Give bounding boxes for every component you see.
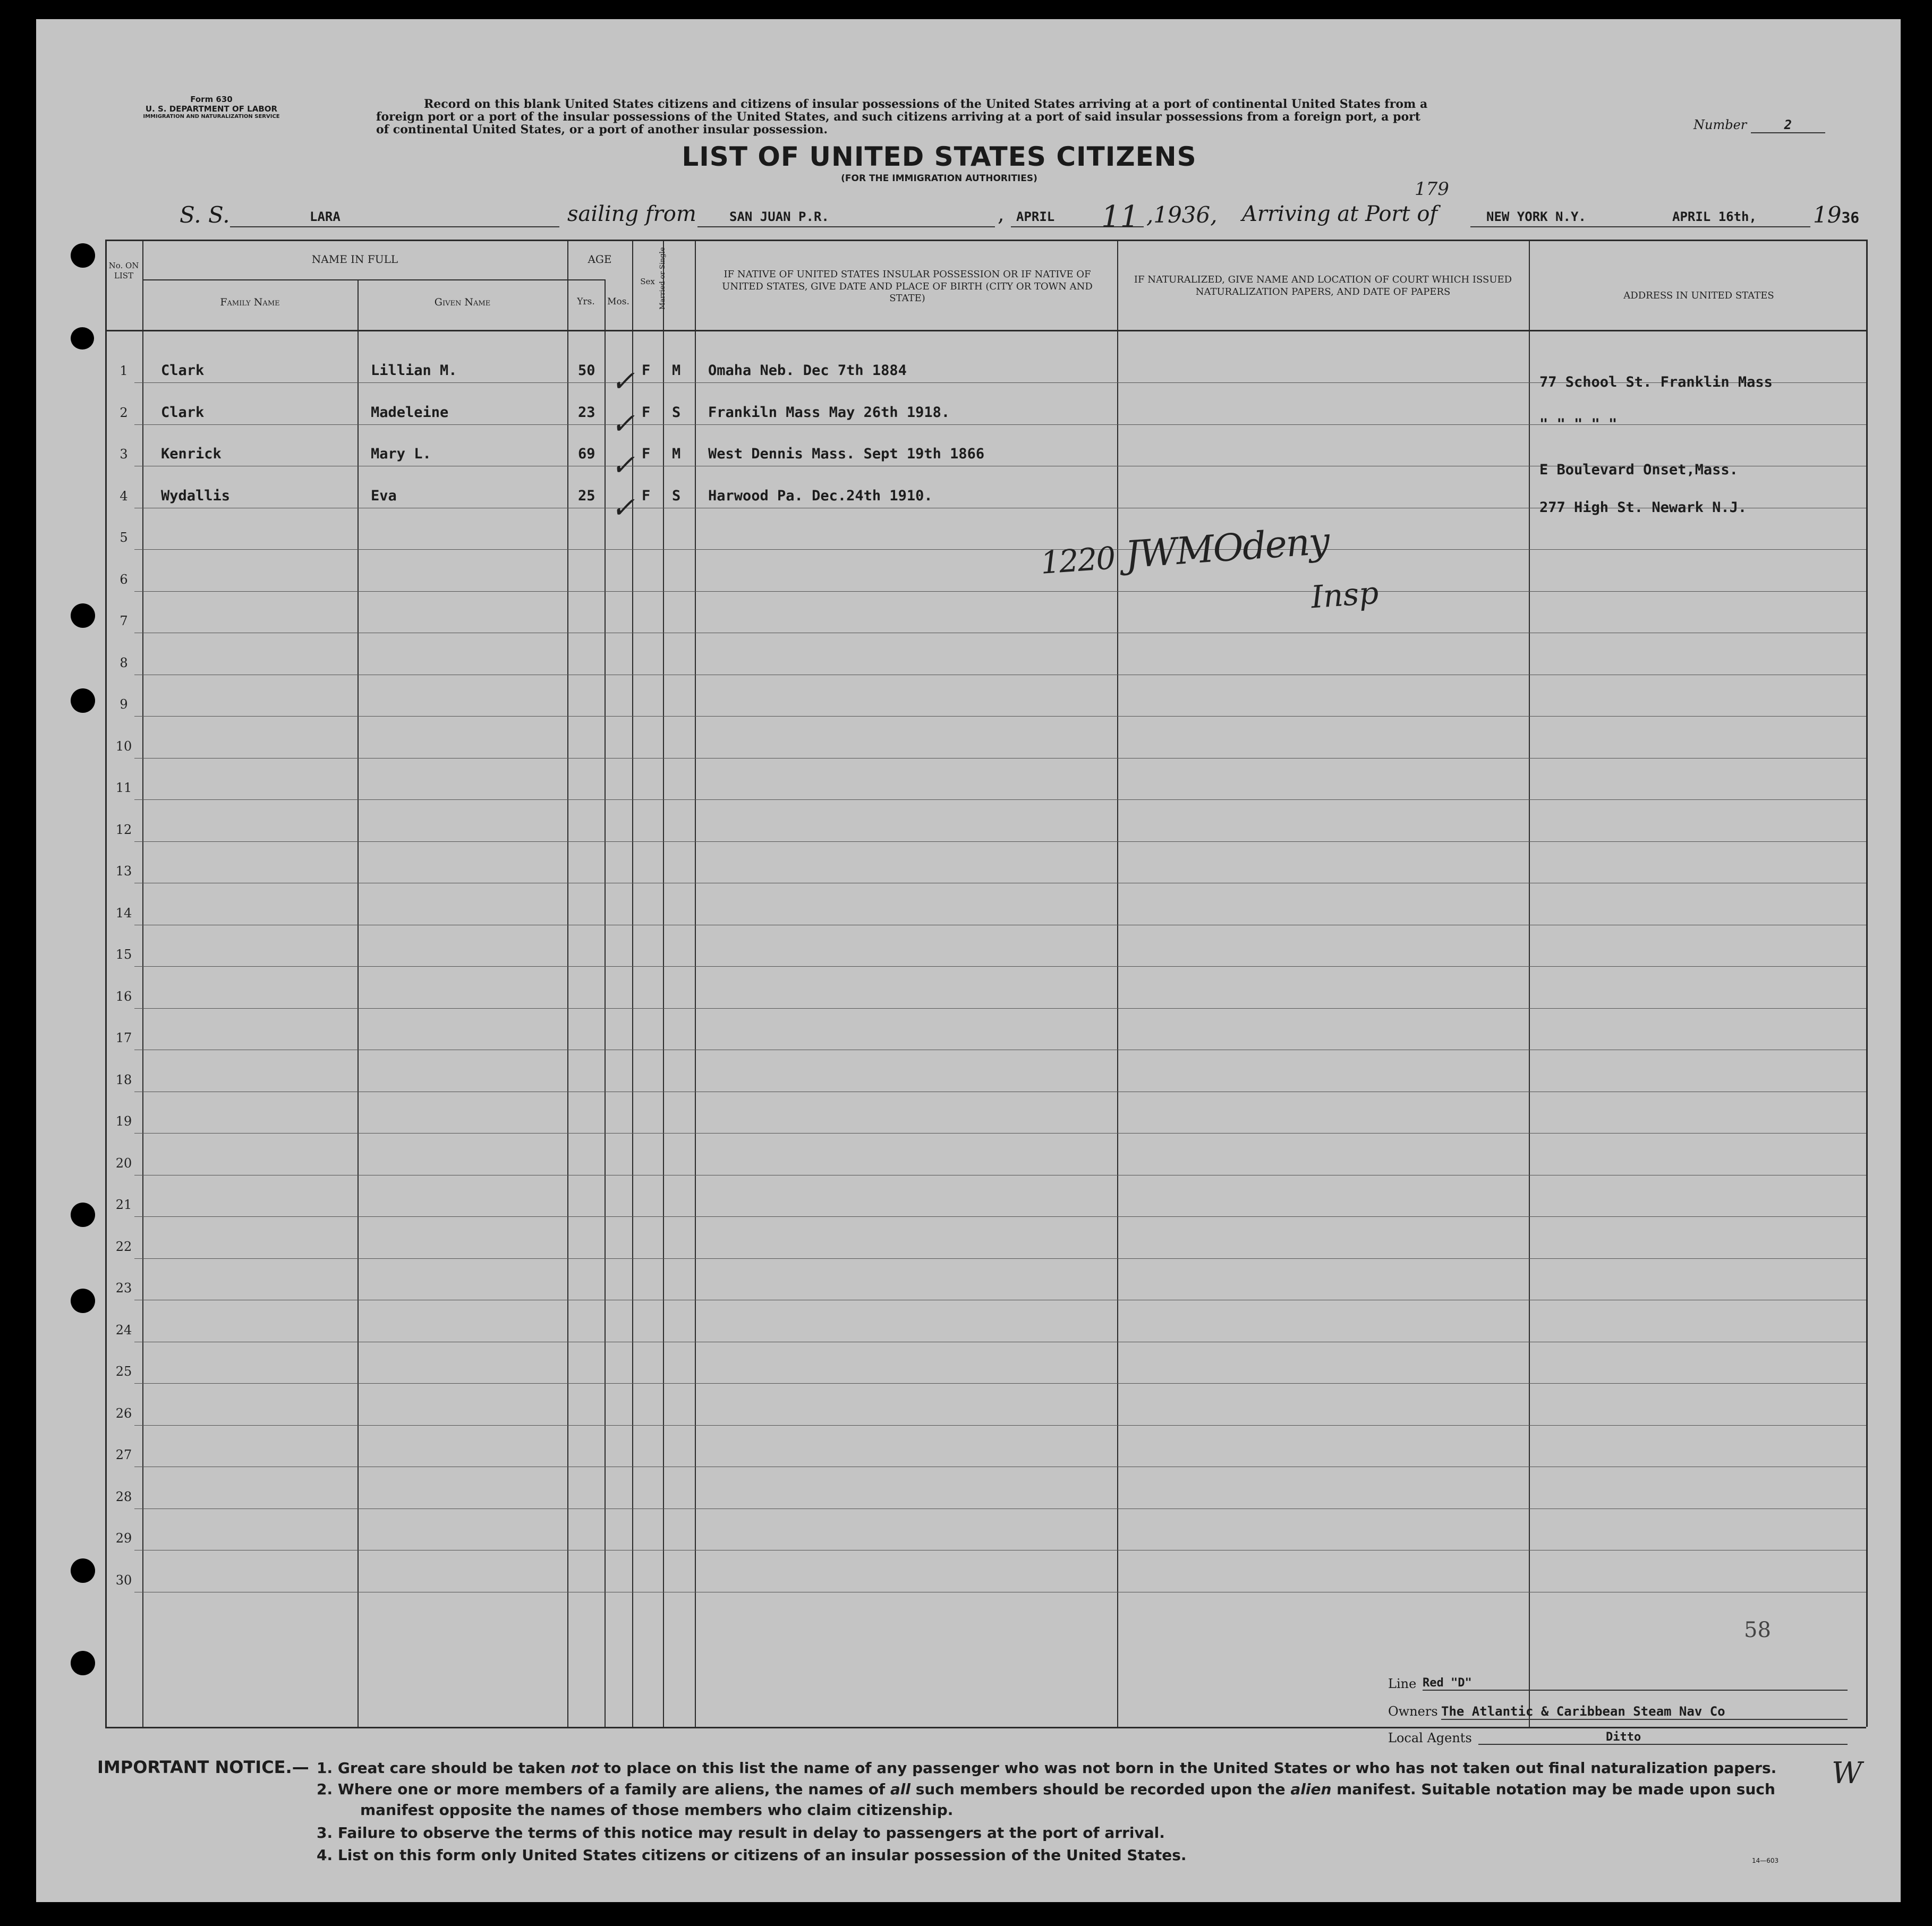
depart-month: APRIL xyxy=(1016,209,1055,224)
header-mos: Mos. xyxy=(607,296,629,307)
print-code: 14—603 xyxy=(1752,1857,1779,1864)
line-field xyxy=(1388,1676,1866,1691)
row-number: 1 xyxy=(120,363,128,378)
marital-status-cell: S xyxy=(672,404,681,421)
punch-hole xyxy=(71,603,95,628)
notice-item-4: 4. List on this form only United States citizens or citizens of an insular possession of the United States. xyxy=(317,1846,1187,1864)
row-number: 29 xyxy=(115,1531,132,1546)
number-label: Number xyxy=(1693,117,1747,132)
check-mark: ✓ xyxy=(611,407,635,440)
age-years-cell: 25 xyxy=(578,487,595,504)
row-rule xyxy=(134,1383,1866,1384)
notice-heading: IMPORTANT NOTICE.— xyxy=(97,1757,309,1777)
family-name-cell: Kenrick xyxy=(161,446,222,462)
line-value: Red "D" xyxy=(1423,1676,1848,1691)
marital-status-cell: M xyxy=(672,446,681,462)
row-rule xyxy=(134,799,1866,800)
row-number: 22 xyxy=(115,1239,132,1254)
birth-place-date-cell: Omaha Neb. Dec 7th 1884 xyxy=(708,362,907,379)
owners-field xyxy=(1388,1704,1866,1719)
row-number: 11 xyxy=(115,780,132,795)
header-married-or-single: Married or Single xyxy=(658,247,667,310)
header-address: ADDRESS IN UNITED STATES xyxy=(1623,290,1774,301)
depart-date-field xyxy=(1011,200,1144,234)
header-name-in-full: NAME IN FULL xyxy=(311,253,398,266)
given-name-cell: Mary L. xyxy=(371,446,431,462)
row-number: 9 xyxy=(120,697,128,712)
arriving-label: Arriving at Port of xyxy=(1242,202,1438,226)
age-years-cell: 23 xyxy=(578,404,595,421)
page-stamp: 179 xyxy=(1415,178,1449,200)
arrival-date: APRIL 16th, xyxy=(1672,209,1757,224)
row-number: 10 xyxy=(115,738,132,754)
form-id-block xyxy=(137,95,286,120)
ss-label: S. S. xyxy=(180,202,230,228)
instructions-block xyxy=(376,98,1624,137)
age-years-cell: 50 xyxy=(578,362,595,379)
row-number: 5 xyxy=(120,530,128,545)
arrival-port: NEW YORK N.Y. xyxy=(1486,209,1586,224)
instruction-line: foreign port or a port of the insular possessions of the United States, and such citizens arriving at a port of said insular possessions from a foreign port, a port xyxy=(376,110,1420,124)
row-rule xyxy=(134,716,1866,717)
family-name-cell: Wydallis xyxy=(161,487,231,504)
sex-cell: F xyxy=(642,404,651,421)
row-number: 12 xyxy=(115,822,132,837)
marital-status-cell: S xyxy=(672,487,681,504)
row-number: 2 xyxy=(120,405,128,420)
ship-name: LARA xyxy=(310,209,341,224)
header-given-name: Given Name xyxy=(434,296,491,308)
check-mark: ✓ xyxy=(611,364,635,398)
punch-hole xyxy=(71,688,95,713)
punch-hole xyxy=(71,1651,95,1675)
signature-time: 1220 xyxy=(1039,540,1116,581)
notice-item-2-cont: manifest opposite the names of those members who claim citizenship. xyxy=(360,1801,954,1819)
bottom-stamp: 58 xyxy=(1744,1618,1771,1642)
row-number: 14 xyxy=(115,905,132,921)
address-cell: 277 High St. Newark N.J. xyxy=(1539,499,1747,516)
row-number: 6 xyxy=(120,572,128,587)
row-number: 27 xyxy=(115,1447,132,1462)
header-sex: Sex xyxy=(640,277,655,286)
inspector-title: Insp xyxy=(1309,574,1380,616)
list-subtitle: (FOR THE IMMIGRATION AUTHORITIES) xyxy=(841,173,1037,184)
row-number: 13 xyxy=(115,864,132,879)
check-mark: ✓ xyxy=(611,448,635,482)
row-number: 15 xyxy=(115,947,132,962)
marital-status-cell: M xyxy=(672,362,681,379)
owners-label: Owners xyxy=(1388,1704,1438,1719)
row-rule xyxy=(134,1008,1866,1009)
row-number: 28 xyxy=(115,1489,132,1504)
depart-day: 11 xyxy=(1101,200,1139,234)
instruction-line: Record on this blank United States citizens and citizens of insular possessions of the United States arriving at a port of continental United States from a xyxy=(424,97,1428,111)
row-number: 20 xyxy=(115,1155,132,1171)
signature-name: JWMOdeny xyxy=(1124,519,1331,577)
check-mark: ✓ xyxy=(611,491,635,524)
owners-value: The Atlantic & Caribbean Steam Nav Co xyxy=(1441,1704,1848,1720)
age-years-cell: 69 xyxy=(578,446,595,462)
row-rule xyxy=(134,841,1866,842)
agents-label: Local Agents xyxy=(1388,1731,1472,1745)
punch-hole xyxy=(71,327,94,350)
form-number: Form 630 xyxy=(190,95,233,104)
address-cell: 77 School St. Franklin Mass xyxy=(1539,374,1773,390)
department-name: U. S. DEPARTMENT OF LABOR xyxy=(145,104,278,114)
row-number: 8 xyxy=(120,655,128,670)
row-number: 17 xyxy=(115,1030,132,1045)
list-title: LIST OF UNITED STATES CITIZENS xyxy=(682,141,1197,172)
depart-year-suffix: 6 xyxy=(1196,202,1211,228)
row-rule xyxy=(134,1258,1866,1259)
notice-item-2: 2. Where one or more members of a family are aliens, the names of all such members should be recorded upon the alien manifest. Suitable notation may be made upon such xyxy=(317,1780,1775,1798)
punch-hole xyxy=(71,1289,95,1313)
birth-place-date-cell: Harwood Pa. Dec.24th 1910. xyxy=(708,487,933,504)
row-number: 16 xyxy=(115,988,132,1004)
number-field xyxy=(1693,117,1825,133)
birth-place-date-cell: Frankiln Mass May 26th 1918. xyxy=(708,404,950,421)
row-rule xyxy=(134,758,1866,759)
row-number: 23 xyxy=(115,1281,132,1296)
row-number: 24 xyxy=(115,1322,132,1337)
agents-field xyxy=(1388,1731,1866,1745)
instruction-line: of continental United States, or a port of another insular possession. xyxy=(376,123,828,137)
row-rule xyxy=(134,966,1866,967)
row-number: 21 xyxy=(115,1197,132,1212)
ship-name-field xyxy=(230,203,559,227)
family-name-cell: Clark xyxy=(161,362,205,379)
punch-hole xyxy=(71,1558,95,1583)
address-cell: " " " " " xyxy=(1539,415,1618,432)
arrival-year-prefix: 19 xyxy=(1813,202,1842,228)
header-no-on-list: No. ON LIST xyxy=(108,261,139,280)
row-rule xyxy=(134,1133,1866,1134)
row-number: 18 xyxy=(115,1072,132,1087)
row-number: 26 xyxy=(115,1405,132,1421)
row-rule xyxy=(134,1216,1866,1217)
header-birthplace: IF NATIVE OF UNITED STATES INSULAR POSSESSION OR IF NATIVE OF UNITED STATES, GIVE DATE AND PLACE OF BIRTH (CITY OR TOWN AND STATE) xyxy=(722,269,1093,304)
punch-hole xyxy=(71,1203,95,1227)
row-rule xyxy=(134,549,1866,550)
given-name-cell: Lillian M. xyxy=(371,362,457,379)
inspector-signature xyxy=(1039,519,1330,583)
depart-year: ,1936, xyxy=(1146,202,1218,228)
service-name: IMMIGRATION AND NATURALIZATION SERVICE xyxy=(143,114,280,120)
given-name-cell: Eva xyxy=(371,487,397,504)
sailing-from-field xyxy=(697,203,995,227)
header-family-name: Family Name xyxy=(220,296,280,308)
row-rule xyxy=(134,1425,1866,1426)
sex-cell: F xyxy=(642,487,651,504)
header-yrs: Yrs. xyxy=(577,296,595,307)
header-naturalized: IF NATURALIZED, GIVE NAME AND LOCATION OF COURT WHICH ISSUED NATURALIZATION PAPERS, AND DATE OF PAPERS xyxy=(1134,274,1512,297)
punch-hole xyxy=(71,243,95,268)
address-cell: E Boulevard Onset,Mass. xyxy=(1539,462,1738,478)
arrival-year xyxy=(1813,202,1859,228)
family-name-cell: Clark xyxy=(161,404,205,421)
arrival-field xyxy=(1470,203,1810,227)
sex-cell: F xyxy=(642,362,651,379)
row-number: 19 xyxy=(115,1114,132,1129)
row-number: 7 xyxy=(120,613,128,628)
row-number: 4 xyxy=(120,488,128,504)
row-number: 3 xyxy=(120,447,128,462)
given-name-cell: Madeleine xyxy=(371,404,449,421)
arrival-year-suffix: 36 xyxy=(1841,209,1860,226)
agents-value: Ditto xyxy=(1478,1731,1848,1745)
sailing-from-label: sailing from xyxy=(567,202,696,226)
line-label: Line xyxy=(1388,1676,1417,1691)
number-value: 2 xyxy=(1751,117,1825,133)
row-rule xyxy=(134,591,1866,592)
depart-year-prefix: 193 xyxy=(1153,202,1196,228)
header-age: AGE xyxy=(588,253,612,266)
notice-item-1: 1. Great care should be taken not to place on this list the name of any passenger who was not born in the United States or who has not taken out final naturalization papers. xyxy=(317,1759,1777,1777)
notice-item-3: 3. Failure to observe the terms of this notice may result in delay to passengers at the port of arrival. xyxy=(317,1824,1165,1842)
sex-cell: F xyxy=(642,446,651,462)
row-number: 25 xyxy=(115,1364,132,1379)
sailing-from-port: SAN JUAN P.R. xyxy=(729,209,829,224)
row-number: 30 xyxy=(115,1572,132,1588)
manifest-sheet: Form 630 U. S. DEPARTMENT OF LABOR IMMIGRATION AND NATURALIZATION SERVICE Record on this blank United States citizens and citizens of insular possessions of the United States arriving at a port of continental United States from a foreign port or a port of the insular possessions of the United States, and such citizens arriving at a port of said insular possessions from a foreign port, a port of continental United States, or a port of another insular possession. Number 2 LIST OF UNITED STATES CITIZENS (FOR THE IMMIGRATION AUTHORITIES) S. S. LARA sailing from SAN JUAN P.R. , APRIL 11 ,1936, Arriving at Port of NEW YORK N.Y. APRIL 16th, 1936 179 No. ON LIST NAME IN FULL Family Name Given Name AGE Yrs. Mos. Sex Married or Single IF NATIVE OF UNITED STATES INSULAR POSSESSION OR IF NATIVE OF UNITED STATES, GIVE DATE AND PLACE OF BIRTH (CITY OR TOWN AND STATE) IF NATURALIZED, GIVE NAME AND LOCATION OF COURT WHICH ISSUED NATURALIZATION PAPERS, AND DATE OF PAPERS ADDRESS IN UNITED STATES 1 2 3 4 5 6 7 8 9 10 11 12 13 14 15 16 17 18 19 20 21 22 23 24 25 26 27 28 29 30 Clark Lillian M. 50 F M Omaha Neb. Dec 7th 1884 77 School St. Franklin Mass Clark Madeleine 23 F S Frankiln Mass May 26th 1918. " " " " " Kenrick Mary L. 69 F M West Dennis Mass. Sept 19th 1866 E Boulevard Onset,Mass. Wydallis Eva 25 F S Harwood Pa. Dec.24th 1910. 277 High St. Newark N.J. ✓ ✓ ✓ ✓ 1220 JWMOdeny Insp 58 Line Red "D" Owners The Atlantic & Caribbean Steam Nav Co Local Agents Ditto IMPORTANT NOTICE.— 1. Great care should be taken not to place on this list the name of any passenger who was not born in the United States or who has not taken out final naturalization papers. 2. Where one or more members of a family are aliens, the names of all such members should be recorded upon the alien manifest. Suitable notation may be made upon such manifest opposite the names of those members who claim citizenship. 3. Failure to observe the terms of this notice may result in delay to passengers at the port of arrival. 4. List on this form only United States citizens or citizens of an insular possession of the United States. W 14—603 xyxy=(36,19,1901,1902)
margin-mark: W xyxy=(1832,1756,1862,1791)
birth-place-date-cell: West Dennis Mass. Sept 19th 1866 xyxy=(708,446,985,462)
